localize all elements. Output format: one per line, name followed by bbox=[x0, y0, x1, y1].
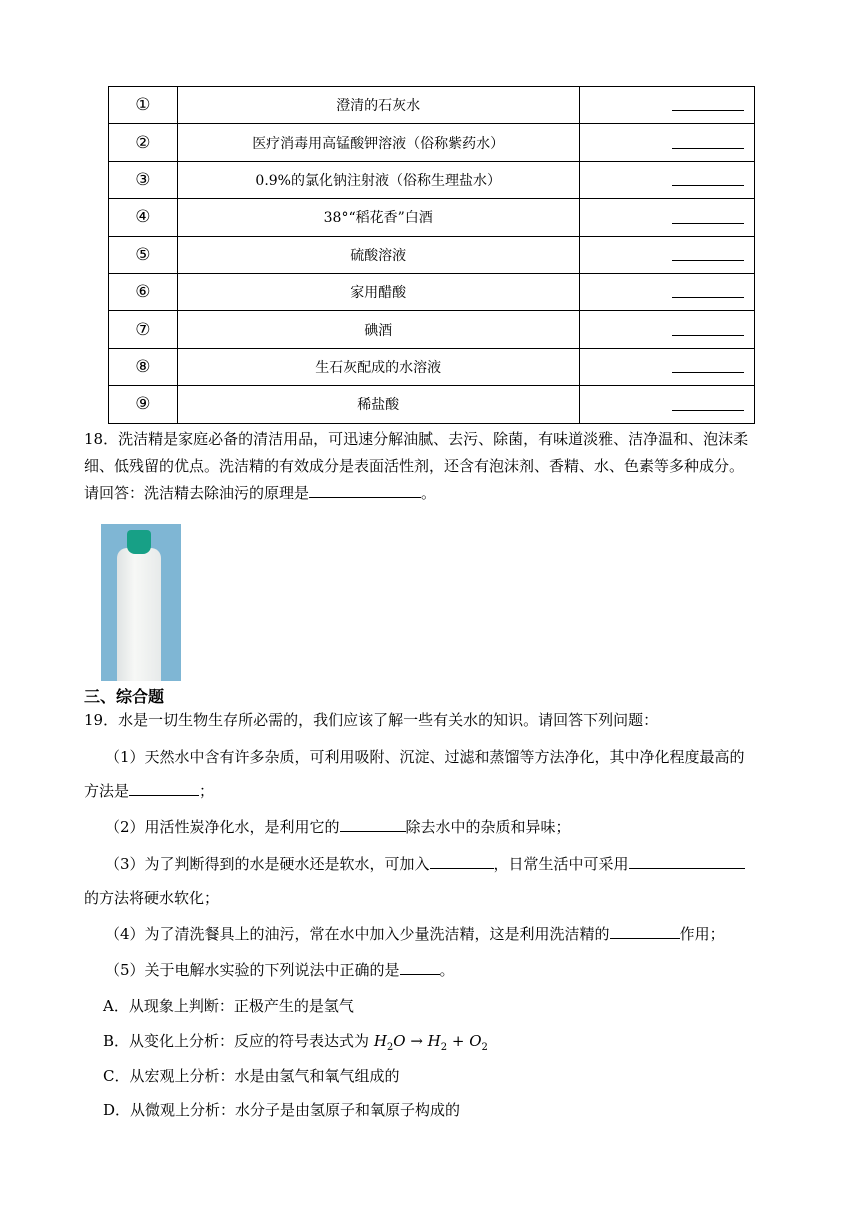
row-number: ⑦ bbox=[109, 311, 178, 348]
q19-part-3: （3）为了判断得到的水是硬水还是软水，可加入 ，日常生活中可采用 bbox=[105, 853, 745, 874]
answer-blank[interactable] bbox=[610, 924, 680, 939]
answer-cell[interactable] bbox=[579, 386, 754, 423]
table-row bbox=[109, 161, 755, 198]
row-number: ② bbox=[109, 124, 178, 161]
answer-blank[interactable] bbox=[672, 110, 744, 111]
row-number: ⑨ bbox=[109, 386, 178, 423]
answer-blank[interactable] bbox=[672, 260, 744, 261]
option-b[interactable]: B．从变化上分析：反应的符号表达式为 $H_2O \to H_2 + O_2$ bbox=[103, 1032, 488, 1053]
solution-name: 0.9%的氯化钠注射液（俗称生理盐水） bbox=[177, 161, 579, 198]
option-a[interactable]: A．从现象上判断：正极产生的是氢气 bbox=[103, 997, 354, 1015]
answer-blank[interactable] bbox=[672, 185, 744, 186]
answer-blank[interactable] bbox=[129, 781, 199, 796]
answer-blank[interactable] bbox=[672, 148, 744, 149]
answer-cell[interactable] bbox=[579, 348, 754, 385]
answer-blank[interactable] bbox=[672, 372, 744, 373]
solution-name: 38°“稻花香”白酒 bbox=[177, 199, 579, 236]
q19-part-1a: （1）天然水中含有许多杂质，可利用吸附、沉淀、过滤和蒸馏等方法净化，其中净化程度最高的 bbox=[105, 748, 745, 766]
answer-blank[interactable] bbox=[400, 960, 440, 975]
answer-cell[interactable] bbox=[579, 199, 754, 236]
q19-intro: 19．水是一切生物生存所必需的，我们应该了解一些有关水的知识。请回答下列问题： bbox=[84, 711, 659, 729]
q18-line-1: 18．洗洁精是家庭必备的清洁用品，可迅速分解油腻、去污、除菌，有味道淡雅、洁净温和、泡沫柔 bbox=[84, 430, 749, 448]
answer-cell[interactable] bbox=[579, 273, 754, 310]
table-row bbox=[109, 236, 755, 273]
row-number: ③ bbox=[109, 161, 178, 198]
solution-name: 家用醋酸 bbox=[177, 273, 579, 310]
table-row bbox=[109, 124, 755, 161]
answer-cell[interactable] bbox=[579, 87, 754, 124]
solution-name: 碘酒 bbox=[177, 311, 579, 348]
table-row bbox=[109, 87, 755, 124]
solution-name: 硫酸溶液 bbox=[177, 236, 579, 273]
detergent-bottle-image bbox=[101, 524, 181, 681]
q19-part-3b: 的方法将硬水软化； bbox=[84, 889, 220, 907]
table-row bbox=[109, 273, 755, 310]
answer-blank[interactable] bbox=[309, 483, 421, 498]
question-18 bbox=[84, 426, 784, 507]
solution-name: 澄清的石灰水 bbox=[177, 87, 579, 124]
answer-blank[interactable] bbox=[430, 854, 494, 869]
q19-part-1b: 方法是 ； bbox=[84, 782, 215, 800]
q19-part-5: （5）关于电解水实验的下列说法中正确的是 。 bbox=[105, 961, 455, 979]
answer-blank[interactable] bbox=[672, 410, 744, 411]
solutions-table bbox=[108, 86, 755, 424]
answer-blank[interactable] bbox=[672, 223, 744, 224]
solution-name: 生石灰配成的水溶液 bbox=[177, 348, 579, 385]
option-d[interactable]: D．从微观上分析：水分子是由氢原子和氧原子构成的 bbox=[103, 1101, 461, 1119]
answer-blank[interactable] bbox=[629, 854, 745, 869]
answer-cell[interactable] bbox=[579, 161, 754, 198]
row-number: ⑥ bbox=[109, 273, 178, 310]
answer-blank[interactable] bbox=[672, 297, 744, 298]
table-row bbox=[109, 386, 755, 423]
answer-cell[interactable] bbox=[579, 124, 754, 161]
row-number: ④ bbox=[109, 199, 178, 236]
q18-line-2: 细、低残留的优点。洗洁精的有效成分是表面活性剂，还含有泡沫剂、香精、水、色素等多种成分。 bbox=[84, 457, 745, 475]
table-row bbox=[109, 199, 755, 236]
q19-part-2: （2）用活性炭净化水，是利用它的 除去水中的杂质和异味； bbox=[105, 818, 571, 836]
section-heading: 三、综合题 bbox=[84, 687, 165, 706]
answer-cell[interactable] bbox=[579, 236, 754, 273]
row-number: ⑤ bbox=[109, 236, 178, 273]
solution-name: 医疗消毒用高锰酸钾溶液（俗称紫药水） bbox=[177, 124, 579, 161]
solution-name: 稀盐酸 bbox=[177, 386, 579, 423]
row-number: ⑧ bbox=[109, 348, 178, 385]
option-c[interactable]: C．从宏观上分析：水是由氢气和氧气组成的 bbox=[103, 1067, 400, 1085]
row-number: ① bbox=[109, 87, 178, 124]
reaction-formula: $H_2O \to H_2 + O_2$ bbox=[373, 1032, 488, 1053]
table-row bbox=[109, 348, 755, 385]
answer-cell[interactable] bbox=[579, 311, 754, 348]
answer-blank[interactable] bbox=[340, 817, 406, 832]
q18-line-3: 请回答：洗洁精去除油污的原理是 。 bbox=[84, 484, 437, 502]
answer-blank[interactable] bbox=[672, 335, 744, 336]
table-row bbox=[109, 311, 755, 348]
q19-part-4: （4）为了清洗餐具上的油污，常在水中加入少量洗洁精，这是利用洗洁精的 作用； bbox=[105, 925, 725, 943]
